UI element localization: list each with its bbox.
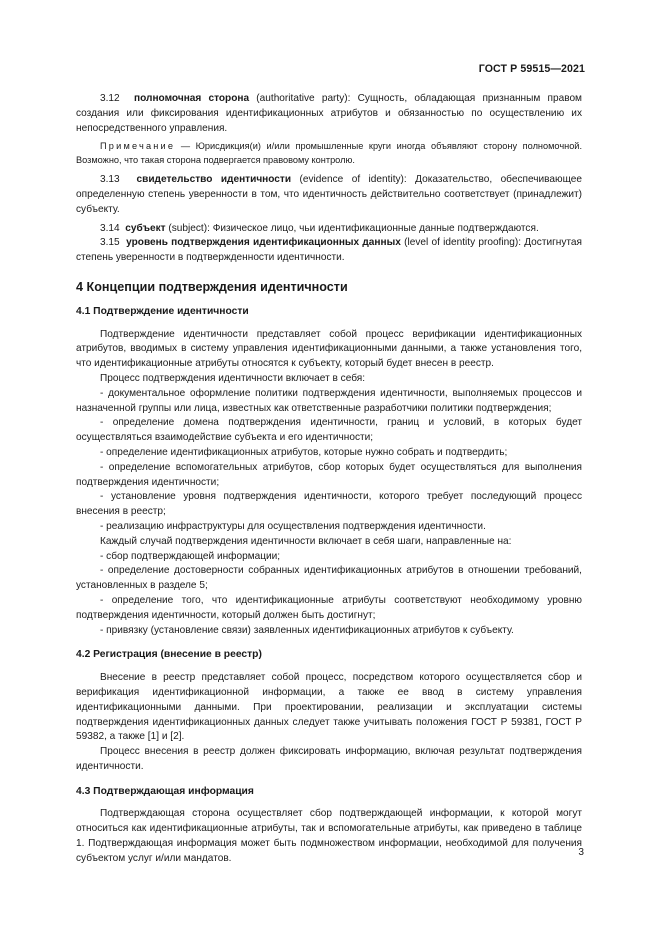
term-3-13 xyxy=(76,173,582,217)
term-3-15 xyxy=(76,236,582,266)
section-4-3-title: 4.3 Подтверждающая информация xyxy=(76,785,254,797)
term-3-14 xyxy=(76,222,582,237)
term-number: 3.13 xyxy=(100,174,120,186)
term-definition: (evidence of identity): Доказательство, обеспечивающее определенную степень уверенности в том, что идентичность действительно соответствует (принадлежит) субъекту. xyxy=(76,174,583,215)
term-name: полномочная сторона xyxy=(134,93,250,104)
paragraph: Внесение в реестр представляет собой процесс, посредством которого осуществляется сбор и верификация идентификационной информации, а также ее ввод в систему управления идентификационными данными. При проектировании, реализации и эксплуатации системы подтверждения идентификационных данных следует также учитывать положения ГОСТ Р 59381, ГОСТ Р 59382, а также [1] и [2]. xyxy=(76,672,582,743)
section-4-title: 4 Концепции подтверждения идентичности xyxy=(76,279,348,294)
list-item: - документальное оформление политики подтверждения идентичности, выполняемых процессов и назначенной группы или лица, известных как ответственные разработчики политики подтверждения; xyxy=(76,387,582,414)
note-label: Примечание xyxy=(100,141,176,152)
paragraph: Процесс внесения в реестр должен фиксировать информацию, включая результат подтверждения идентичности. xyxy=(76,746,582,772)
standard-code: ГОСТ Р 59515—2021 xyxy=(478,63,585,75)
paragraph: Процесс подтверждения идентичности включает в себя: xyxy=(100,372,366,384)
section-4-2-title: 4.2 Регистрация (внесение в реестр) xyxy=(76,649,262,661)
page-content xyxy=(76,92,582,867)
list-item: - определение того, что идентификационные атрибуты соответствуют необходимому уровню подтверждения идентичности, который должен быть достигнут; xyxy=(76,594,582,621)
term-name: свидетельство идентичности xyxy=(136,174,292,186)
term-definition: (authoritative party): Сущность, обладающая признанным правом создания или фиксирования идентификационных атрибутов и обязанностью по осуществлению их непосредственного управления. xyxy=(76,93,582,134)
term-definition: (subject): Физическое лицо, чьи идентификационные данные подтверждаются. xyxy=(168,222,539,234)
term-name: уровень подтверждения идентификационных данных xyxy=(126,237,401,249)
term-name: субъект xyxy=(125,222,166,234)
paragraph: Каждый случай подтверждения идентичности включает в себя шаги, направленные на: xyxy=(100,535,512,547)
note-text: — Юрисдикция(и) и/или промышленные круги иногда объявляют сторону полномочной. Возможно, что такая сторона подвергается правовому контролю. xyxy=(76,141,582,165)
term-3-12 xyxy=(76,92,582,136)
paragraph: Подтверждающая сторона осуществляет сбор подтверждающей информации, к которой могут относиться как идентификационные атрибуты, так и вспомогательные атрибуты, как приведено в таблице 1. Подтверждающая информация может быть подмножеством информации, необходимой для получения субъектом услуг и/или мандатов. xyxy=(76,808,582,864)
list-item: - реализацию инфраструктуры для осуществления подтверждения идентичности. xyxy=(100,520,486,532)
note xyxy=(76,140,582,167)
list-item: - определение идентификационных атрибутов, которые нужно собрать и подтвердить; xyxy=(100,446,508,458)
list-item: - определение вспомогательных атрибутов, сбор которых будет осуществляться для выполнения подтверждения идентичности; xyxy=(76,461,582,488)
term-definition: (level of identity proofing): Достигнутая степень уверенности в подтвержденности идентичности. xyxy=(76,237,582,264)
term-number: 3.15 xyxy=(100,237,120,249)
term-number: 3.14 xyxy=(100,222,120,234)
list-item: - сбор подтверждающей информации; xyxy=(100,550,281,562)
list-item: - определение достоверности собранных идентификационных атрибутов в отношении требований, установленных в разделе 5; xyxy=(76,565,582,592)
list-item: - установление уровня подтверждения идентичности, которого требует последующий процесс внесения в реестр; xyxy=(76,491,582,518)
paragraph: Подтверждение идентичности представляет собой процесс верификации идентификационных атрибутов, вводимых в систему управления идентификационными данными, а также установления того, что идентификационные атрибуты относятся к субъекту, который будет внесен в реестр. xyxy=(76,328,582,370)
page-number: 3 xyxy=(578,847,584,858)
section-4-1-title: 4.1 Подтверждение идентичности xyxy=(76,305,249,317)
list-item: - привязку (установление связи) заявленных идентификационных атрибутов к субъекту. xyxy=(100,624,514,636)
term-number: 3.12 xyxy=(100,93,120,104)
list-item: - определение домена подтверждения идентичности, границ и условий, в которых будет осуществляться взаимодействие субъекта и его идентичности; xyxy=(76,417,582,444)
